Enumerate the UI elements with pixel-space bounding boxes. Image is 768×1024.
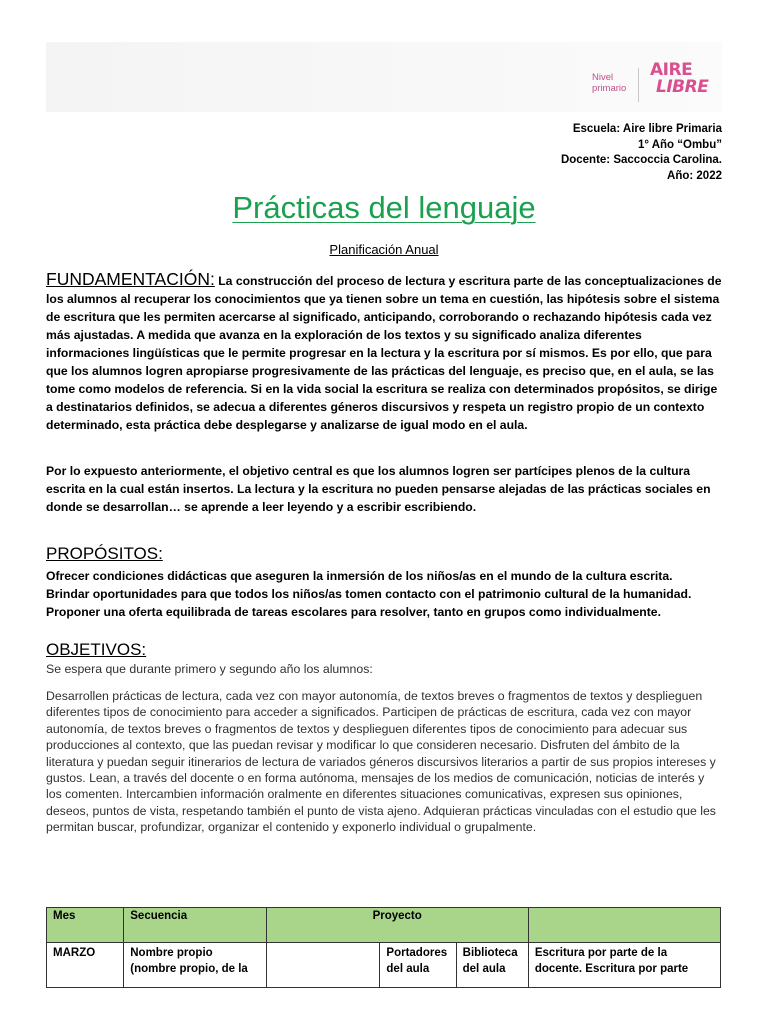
fundamentacion-paragraph-2: Por lo expuesto anteriormente, el objetivo central es que los alumnos logren ser partícipes plenos de la cultura escrita en la cual están insertos. La lectura y la escritura no pueden pensarse alejadas de las prácticas sociales en donde se desarrollan… se aprende a leer leyendo y a escribir escribiendo. [46, 464, 711, 514]
school-name: Escuela: Aire libre Primaria [572, 123, 722, 135]
cell-extra: Escritura por parte de la docente. Escritura por parte [528, 943, 720, 988]
objetivos-heading: OBJETIVOS: [46, 640, 147, 659]
cell-proyecto-b: Portadores del aula [380, 943, 456, 988]
year: Año: 2022 [667, 169, 722, 182]
header-empty [528, 908, 720, 943]
proposito-item: Brindar oportunidades para que todos los niños/as tomen contacto con el patrimonio cultural de la humanidad. [46, 587, 692, 601]
cell-proyecto-c: Biblioteca del aula [456, 943, 528, 988]
header-proyecto: Proyecto [266, 908, 528, 943]
cell-secuencia: Nombre propio (nombre propio, de la [124, 943, 266, 988]
fundamentacion-section [46, 270, 722, 434]
propositos-heading: PROPÓSITOS: [46, 544, 163, 563]
level-label [592, 72, 632, 94]
fundamentacion-heading: FUNDAMENTACIÓN: [46, 269, 215, 289]
logo-word-2: LIBRE [656, 77, 709, 97]
school-info [561, 122, 722, 184]
proposito-item: Ofrecer condiciones didácticas que aseguren la inmersión de los niños/as en el mundo de la cultura escrita. [46, 569, 673, 583]
logo-word-1: AIRE [650, 60, 693, 80]
level-line-2: primario [592, 83, 627, 94]
teacher: Docente: Saccoccia Carolina. [560, 154, 722, 166]
table-header-row [47, 908, 721, 943]
page-title: Prácticas del lenguaje [232, 190, 536, 225]
cell-mes: MARZO [47, 943, 124, 988]
page-subtitle: Planificación Anual [329, 242, 439, 257]
proposito-item: Proponer una oferta equilibrada de tareas escolares para resolver, tanto en grupos como individualmente. [46, 605, 661, 619]
fundamentacion-text: La construcción del proceso de lectura y escritura parte de las conceptualizaciones de los alumnos al recuperar los conocimientos que ya tienen sobre un tema en cuestión, las hipótesis sobre el sistema de escritura que les permiten acercarse al significado, anticipando, corroborando o rechazando hipótesis cada vez más ajustadas. A medida que avanza en la exploración de los textos y su significado analiza diferentes informaciones lingüísticas que le permite progresar en la lectura y la escritura por sí mismos. Es por ello, que para que los alumnos logren apropiarse progresivamente de las prácticas del lenguaje, es preciso que, en el aula, se las tome como modelos de referencia. Si en la vida social la escritura se realiza con determinados propósitos, se dirige a destinatarios definidos, se adecua a diferentes géneros discursivos y respeta un registro propio de un contexto determinado, esta práctica debe desplegarse y analizarse de igual modo en el aula. [46, 274, 722, 432]
header-secuencia: Secuencia [124, 908, 266, 943]
level-line-1: Nivel [592, 72, 614, 83]
planning-table [46, 907, 721, 988]
table-row [47, 943, 721, 988]
logo-divider [638, 68, 639, 102]
cell-proyecto-a [266, 943, 380, 988]
propositos-list [46, 567, 722, 621]
aire-libre-logo [650, 62, 722, 96]
objetivos-intro: Se espera que durante primero y segundo año los alumnos: [46, 662, 373, 676]
objetivos-text: Desarrollen prácticas de lectura, cada vez con mayor autonomía, de textos breves o fragmentos de textos y desplieguen diferentes tipos de conocimiento para acceder a significados. Participen de prácticas de escritura, cada vez con mayor autonomía, de textos breves o fragmentos de textos y desplieguen diferentes tipos de conocimiento para adecuar sus producciones al contexto, que las puedan revisar y modificar lo que consideren necesario. Disfruten del ámbito de la literatura y puedan seguir itinerarios de lectura de variados géneros discursivos literarios a partir de sus propios intereses y gustos. Lean, a través del docente o en forma autónoma, mensajes de los medios de comunicación, noticias de interés y los comenten. Intercambien información oralmente en diferentes situaciones comunicativas, expresen sus opiniones, deseos, puntos de vista, respetando también el punto de vista ajeno. Adquieran prácticas vinculadas con el estudio que les permitan buscar, profundizar, organizar el contenido y exponerlo individual o grupalmente. [46, 689, 716, 835]
grade: 1° Año “Ombu” [637, 138, 722, 151]
header-mes: Mes [47, 908, 124, 943]
